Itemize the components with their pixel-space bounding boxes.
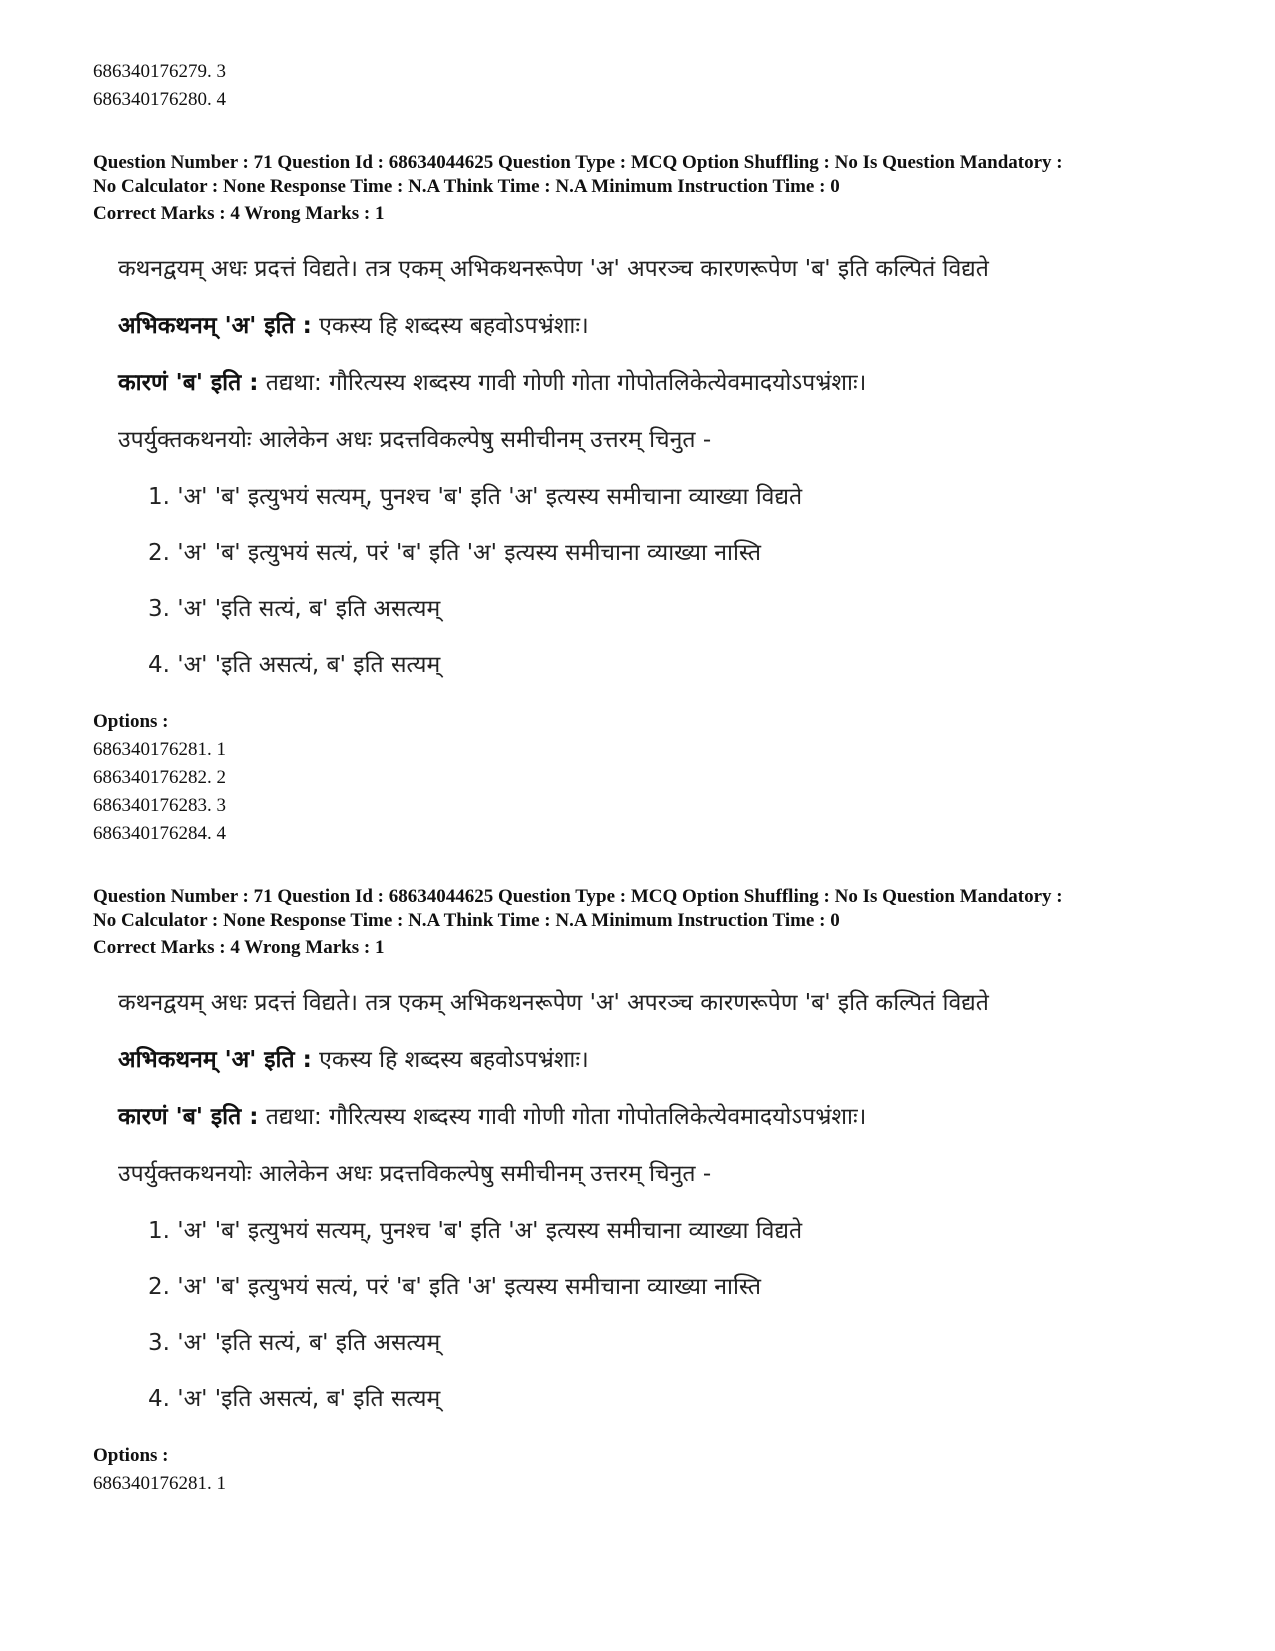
question-header-line: Question Number : 71 Question Id : 68634044625 Question Type : MCQ Option Shuffling : No Is Question Mandatory : [93,886,1063,907]
question-header [93,151,1193,199]
assertion-line [118,1045,589,1075]
reason-text: तद्यथा: गौरित्यस्य शब्दस्य गावी गोणी गोता गोपोतलिकेत्येवमादयोऽपभ्रंशाः। [265,1104,867,1130]
question-header-line: No Calculator : None Response Time : N.A Think Time : N.A Minimum Instruction Time : 0 [93,176,840,197]
reason-line [118,1102,866,1132]
question-header-line: Question Number : 71 Question Id : 68634044625 Question Type : MCQ Option Shuffling : No Is Question Mandatory : [93,152,1063,173]
choice-item: 4. 'अ' 'इति असत्यं, ब' इति सत्यम् [148,1386,441,1412]
prev-option-line: 686340176279. 3 [93,61,226,82]
question-intro: कथनद्वयम् अधः प्रदत्तं विद्यते। तत्र एकम् अभिकथनरूपेण 'अ' अपरञ्च कारणरूपेण 'ब' इति कल्पितं विद्यते [118,256,989,282]
assertion-line [118,311,589,341]
reason-label: कारणं 'ब' इति : [118,370,259,396]
option-id-line: 686340176281. 1 [93,739,226,760]
assertion-text: एकस्य हि शब्दस्य बहवोऽपभ्रंशाः। [319,1047,589,1073]
question-header-line: No Calculator : None Response Time : N.A Think Time : N.A Minimum Instruction Time : 0 [93,910,840,931]
option-id-line: 686340176281. 1 [93,1473,226,1494]
choice-item: 2. 'अ' 'ब' इत्युभयं सत्यं, परं 'ब' इति 'अ' इत्यस्य समीचाना व्याख्या नास्ति [148,1274,761,1300]
option-id-line: 686340176284. 4 [93,823,226,844]
marks-line: Correct Marks : 4 Wrong Marks : 1 [93,937,385,958]
choice-item: 1. 'अ' 'ब' इत्युभयं सत्यम्, पुनश्च 'ब' इति 'अ' इत्यस्य समीचाना व्याख्या विद्यते [148,484,803,510]
prev-option-line: 686340176280. 4 [93,89,226,110]
reason-text: तद्यथा: गौरित्यस्य शब्दस्य गावी गोणी गोता गोपोतलिकेत्येवमादयोऽपभ्रंशाः। [265,370,867,396]
assertion-text: एकस्य हि शब्दस्य बहवोऽपभ्रंशाः। [319,313,589,339]
instruction-line: उपर्युक्तकथनयोः आलेकेन अधः प्रदत्तविकल्पेषु समीचीनम् उत्तरम् चिनुत - [118,1161,712,1187]
options-label: Options : [93,1445,169,1466]
choice-item: 3. 'अ' 'इति सत्यं, ब' इति असत्यम् [148,596,441,622]
choice-item: 2. 'अ' 'ब' इत्युभयं सत्यं, परं 'ब' इति 'अ' इत्यस्य समीचाना व्याख्या नास्ति [148,540,761,566]
choice-item: 1. 'अ' 'ब' इत्युभयं सत्यम्, पुनश्च 'ब' इति 'अ' इत्यस्य समीचाना व्याख्या विद्यते [148,1218,803,1244]
assertion-label: अभिकथनम् 'अ' इति : [118,313,312,339]
options-label: Options : [93,711,169,732]
option-id-line: 686340176282. 2 [93,767,226,788]
instruction-line: उपर्युक्तकथनयोः आलेकेन अधः प्रदत्तविकल्पेषु समीचीनम् उत्तरम् चिनुत - [118,427,712,453]
reason-line [118,368,866,398]
question-header [93,885,1193,933]
question-intro: कथनद्वयम् अधः प्रदत्तं विद्यते। तत्र एकम् अभिकथनरूपेण 'अ' अपरञ्च कारणरूपेण 'ब' इति कल्पितं विद्यते [118,990,989,1016]
option-id-line: 686340176283. 3 [93,795,226,816]
choice-item: 3. 'अ' 'इति सत्यं, ब' इति असत्यम् [148,1330,441,1356]
choice-item: 4. 'अ' 'इति असत्यं, ब' इति सत्यम् [148,652,441,678]
assertion-label: अभिकथनम् 'अ' इति : [118,1047,312,1073]
marks-line: Correct Marks : 4 Wrong Marks : 1 [93,203,385,224]
reason-label: कारणं 'ब' इति : [118,1104,259,1130]
